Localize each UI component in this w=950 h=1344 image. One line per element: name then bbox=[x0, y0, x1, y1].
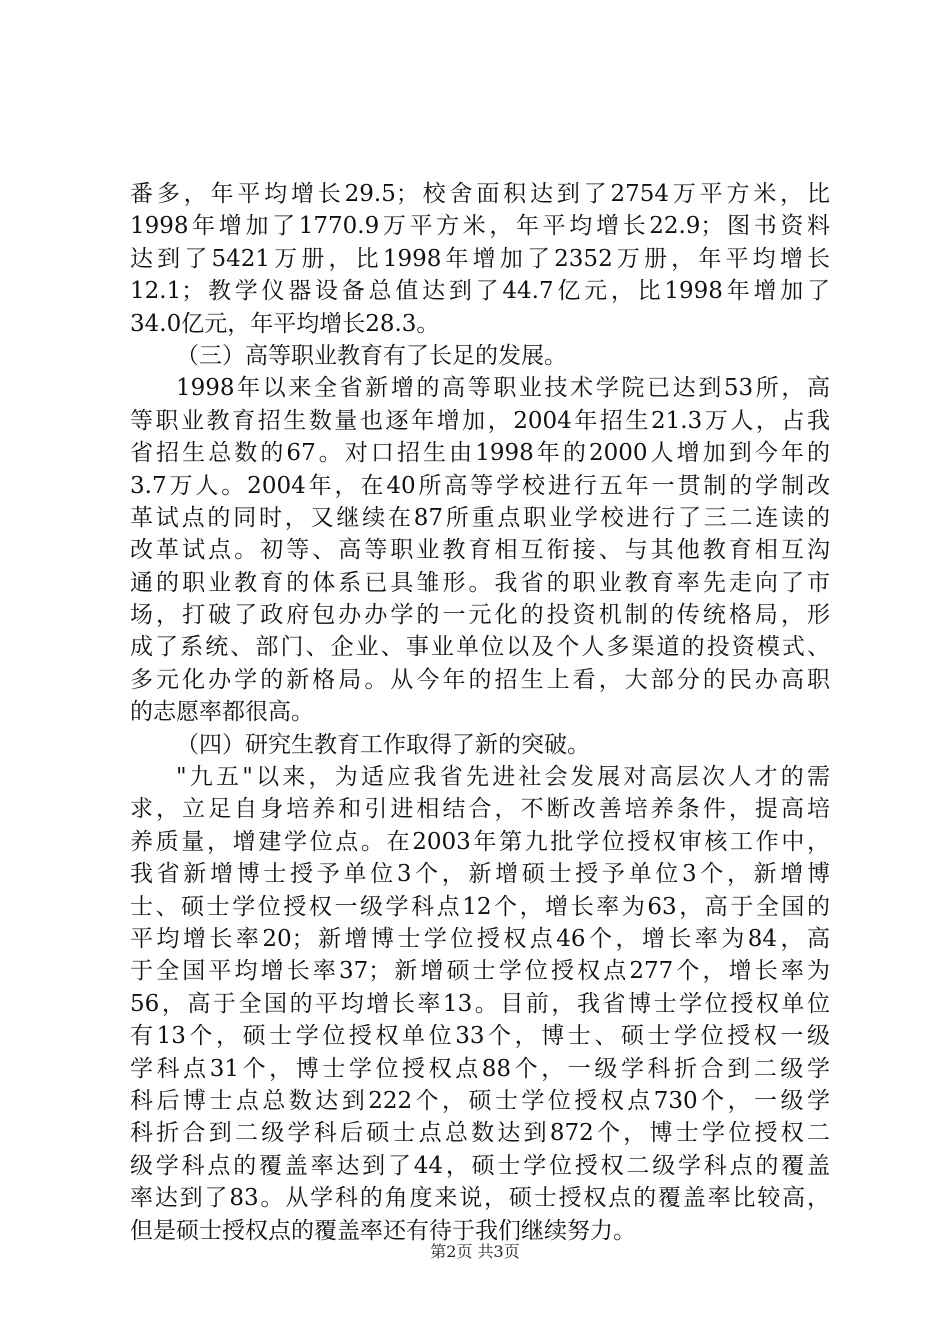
text-line: 等职业教育招生数量也逐年增加，2004年招生21.3万人，占我 bbox=[130, 407, 830, 434]
text-line: 1998年以来全省新增的高等职业技术学院已达到53所，高 bbox=[176, 375, 830, 402]
text-line: 的志愿率都很高。 bbox=[130, 699, 314, 726]
text-line: 多元化办学的新格局。从今年的招生上看，大部分的民办高职 bbox=[130, 666, 830, 693]
text-line: 改革试点。初等、高等职业教育相互衔接、与其他教育相互沟 bbox=[130, 537, 830, 564]
text-line: 科折合到二级学科后硕士点总数达到872个，博士学位授权二 bbox=[130, 1120, 830, 1147]
document-body bbox=[130, 178, 830, 1247]
text-line: 率达到了83。从学科的角度来说，硕士授权点的覆盖率比较高， bbox=[130, 1185, 830, 1212]
text-line: 科后博士点总数达到222个，硕士学位授权点730个，一级学 bbox=[130, 1087, 830, 1114]
page-footer: 第2页 共3页 bbox=[430, 1242, 520, 1261]
text-line: 1998年增加了1770.9万平方米，年平均增长22.9；图书资料 bbox=[130, 213, 830, 240]
text-line: 平均增长率20；新增博士学位授权点46个，增长率为84，高 bbox=[130, 925, 830, 952]
text-line: 学科点31个，博士学位授权点88个，一级学科折合到二级学 bbox=[130, 1055, 830, 1082]
text-line: 养质量，增建学位点。在2003年第九批学位授权审核工作中， bbox=[130, 828, 830, 855]
text-line: 通的职业教育的体系已具雏形。我省的职业教育率先走向了市 bbox=[130, 569, 830, 596]
text-line: 场，打破了政府包办办学的一元化的投资机制的传统格局，形 bbox=[130, 602, 830, 629]
text-line: 我省新增博士授予单位3个，新增硕士授予单位3个，新增博 bbox=[130, 861, 830, 888]
text-line: 但是硕士授权点的覆盖率还有待于我们继续努力。 bbox=[130, 1217, 636, 1244]
text-line: 3.7万人。2004年，在40所高等学校进行五年一贯制的学制改 bbox=[130, 472, 830, 499]
text-line: 级学科点的覆盖率达到了44，硕士学位授权二级学科点的覆盖 bbox=[130, 1152, 830, 1179]
text-line: 成了系统、部门、企业、事业单位以及个人多渠道的投资模式、 bbox=[130, 634, 830, 661]
text-line: "九五"以来，为适应我省先进社会发展对高层次人才的需 bbox=[176, 764, 830, 791]
text-line: 12.1；教学仪器设备总值达到了44.7亿元，比1998年增加了 bbox=[130, 278, 830, 305]
text-line: 革试点的同时，又继续在87所重点职业学校进行了三二连读的 bbox=[130, 504, 830, 531]
text-line: 56，高于全国的平均增长率13。目前，我省博士学位授权单位 bbox=[130, 990, 830, 1017]
text-line: 34.0亿元，年平均增长28.3。 bbox=[130, 310, 440, 337]
text-line: 达到了5421万册，比1998年增加了2352万册，年平均增长 bbox=[130, 245, 830, 272]
text-line: 求，立足自身培养和引进相结合，不断改善培养条件，提高培 bbox=[130, 796, 830, 823]
text-line: 番多，年平均增长29.5；校舍面积达到了2754万平方米，比 bbox=[130, 181, 830, 207]
text-line: 省招生总数的67。对口招生由1998年的2000人增加到今年的 bbox=[130, 440, 830, 467]
text-line: 于全国平均增长率37；新增硕士学位授权点277个，增长率为 bbox=[130, 958, 830, 985]
text-line: 士、硕士学位授权一级学科点12个，增长率为63，高于全国的 bbox=[130, 893, 830, 920]
section-heading: （三）高等职业教育有了长足的发展。 bbox=[176, 342, 567, 369]
text-line: 有13个，硕士学位授权单位33个，博士、硕士学位授权一级 bbox=[130, 1023, 830, 1050]
section-heading: （四）研究生教育工作取得了新的突破。 bbox=[176, 731, 590, 758]
